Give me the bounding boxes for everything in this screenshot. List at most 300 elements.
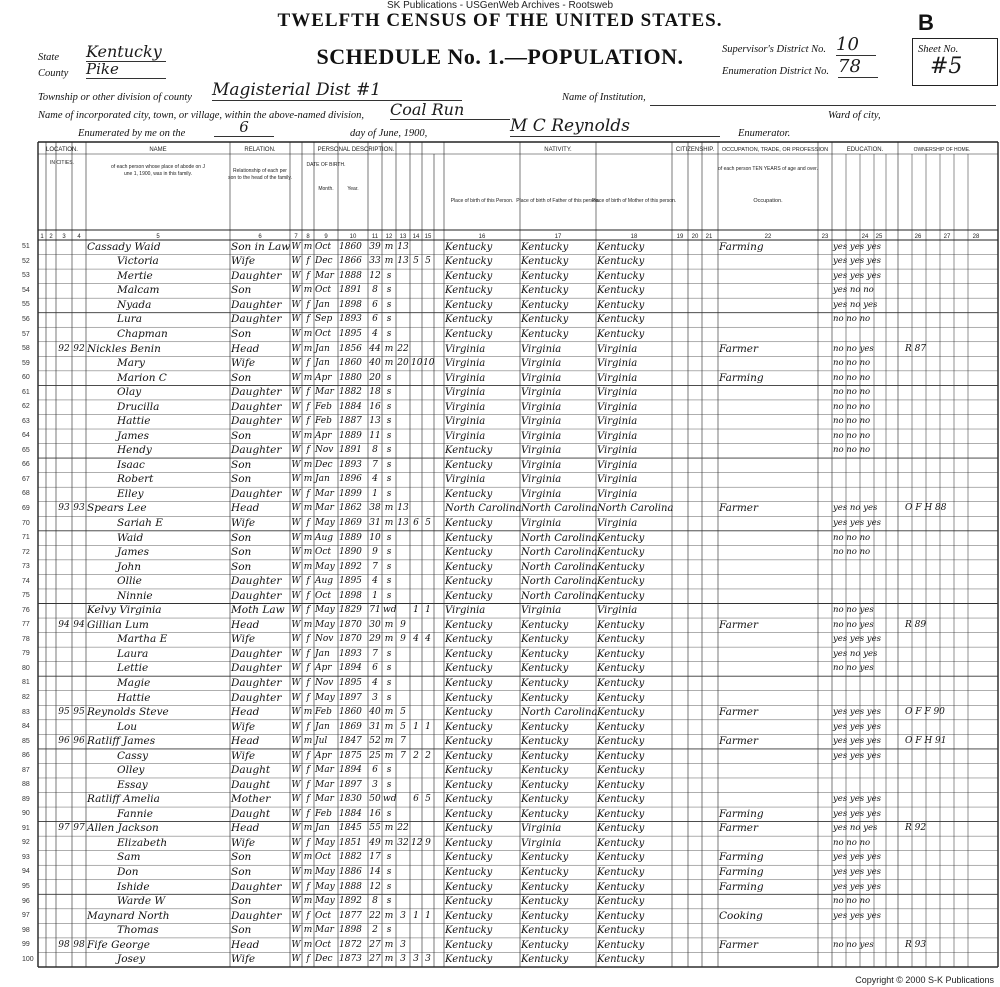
- row-number: 70: [22, 519, 30, 527]
- cell-education: no no no: [833, 532, 871, 543]
- cell-yrs-married: 22: [397, 343, 409, 354]
- cell-month: Jan: [315, 823, 330, 834]
- cell-year: 1872: [339, 939, 362, 950]
- cell-marital: m: [384, 750, 394, 761]
- cell-age: 7: [372, 648, 378, 659]
- cell-year: 1860: [339, 358, 362, 369]
- cell-color: W: [291, 343, 301, 354]
- cell-color: W: [291, 518, 301, 529]
- row-number: 91: [22, 824, 30, 832]
- cell-education: no no yes: [833, 663, 874, 674]
- cell-marital: m: [384, 954, 394, 965]
- cell-mother-birth: Kentucky: [597, 881, 645, 893]
- cell-year: 1895: [339, 576, 362, 587]
- cell-education: yes yes yes: [833, 256, 881, 267]
- cell-education: no no no: [833, 358, 871, 369]
- cell-children-living: 1: [425, 721, 431, 732]
- cell-education: no no yes: [833, 619, 874, 630]
- cell-name: Lettie: [117, 662, 149, 675]
- cell-year: 1895: [339, 329, 362, 339]
- cell-name: Cassady Waid: [87, 240, 161, 253]
- cell-year: 1897: [339, 692, 362, 703]
- cell-age: 4: [372, 329, 378, 339]
- row-number: 58: [22, 345, 30, 353]
- cell-marital: m: [384, 736, 394, 747]
- cell-birth: Kentucky: [445, 794, 493, 806]
- cell-relation: Son: [231, 458, 252, 471]
- cell-color: W: [291, 358, 301, 369]
- cell-mother-birth: Virginia: [597, 430, 638, 442]
- census-title: TWELFTH CENSUS OF THE UNITED STATES.: [277, 10, 723, 31]
- cell-birth: Virginia: [445, 358, 486, 370]
- table-row: [38, 516, 998, 531]
- cell-birth: Kentucky: [445, 314, 493, 326]
- cell-mother-birth: Kentucky: [597, 241, 645, 253]
- cell-name: Martha E: [117, 633, 168, 646]
- cell-relation: Head: [231, 735, 260, 748]
- cell-relation: Son: [231, 851, 252, 864]
- cell-father-birth: Virginia: [521, 358, 562, 370]
- state-value: Kentucky: [86, 42, 166, 62]
- cell-age: 71: [369, 605, 381, 616]
- cell-sex: f: [306, 605, 310, 616]
- cell-name: Lou: [117, 720, 138, 733]
- cell-mother-birth: Virginia: [597, 605, 638, 617]
- cell-name: Magie: [117, 676, 151, 689]
- cell-children-born: 6: [413, 794, 419, 805]
- cell-age: 13: [369, 416, 381, 427]
- cell-color: W: [291, 270, 301, 281]
- cell-marital: s: [386, 299, 392, 310]
- row-number: 93: [22, 853, 30, 861]
- cell-father-birth: North Carolina: [521, 503, 598, 515]
- cell-relation: Daughter: [231, 298, 282, 311]
- cell-month: Jan: [315, 721, 330, 732]
- table-row: [38, 865, 998, 880]
- cell-sex: m: [303, 474, 313, 485]
- cell-relation: Head: [231, 342, 260, 355]
- cell-name: Victoria: [117, 255, 159, 268]
- cell-birth: Kentucky: [445, 329, 493, 340]
- cell-year: 1899: [339, 488, 362, 499]
- cell-education: no no no: [833, 547, 871, 558]
- column-number-13: 13: [399, 234, 407, 240]
- cell-family: 98: [73, 939, 85, 950]
- group-citizenship: CITIZENSHIP.: [675, 147, 715, 153]
- sub-nat-15: Place of birth of Mother of this person.: [591, 198, 677, 204]
- cell-education: yes yes yes: [833, 852, 881, 863]
- cell-marital: s: [386, 925, 392, 936]
- cell-mother-birth: Kentucky: [597, 779, 645, 791]
- cell-education: no no no: [833, 401, 871, 412]
- cell-year: 1886: [339, 866, 362, 877]
- table-row: [38, 763, 998, 778]
- cell-color: W: [291, 387, 301, 398]
- cell-birth: Kentucky: [445, 256, 493, 268]
- row-number: 87: [22, 766, 30, 774]
- table-row: [38, 938, 998, 953]
- cell-month: Aug: [315, 532, 334, 543]
- table-row: [38, 851, 998, 866]
- cell-mother-birth: Kentucky: [597, 707, 645, 719]
- cell-father-birth: Kentucky: [521, 765, 569, 777]
- cell-color: W: [291, 329, 301, 339]
- cell-age: 6: [372, 663, 378, 674]
- cell-dwelling: 92: [58, 343, 70, 354]
- cell-relation: Head: [231, 822, 260, 835]
- cell-children-living: 2: [425, 750, 431, 761]
- cell-month: Oct: [315, 590, 332, 601]
- cell-age: 22: [369, 910, 381, 921]
- cell-relation: Daughter: [231, 909, 282, 922]
- cell-month: Sep: [315, 314, 333, 325]
- cell-mother-birth: Kentucky: [597, 547, 645, 559]
- cell-name: Essay: [117, 778, 148, 791]
- cell-birth: Virginia: [445, 416, 486, 428]
- cell-sex: m: [303, 532, 313, 543]
- table-row: [38, 298, 998, 313]
- cell-sex: m: [303, 561, 313, 572]
- cell-father-birth: Kentucky: [521, 852, 569, 864]
- cell-sex: f: [306, 634, 310, 645]
- cell-birth: Kentucky: [445, 692, 493, 704]
- enumerated-label: Enumerated by me on the: [78, 128, 186, 139]
- cell-year: 1887: [339, 416, 362, 427]
- county-value: Pike: [86, 60, 166, 79]
- sub-nat-14: Place of birth of Father of this person.: [516, 198, 600, 204]
- cell-birth: Kentucky: [445, 823, 493, 835]
- cell-children-born: 2: [413, 750, 419, 761]
- cell-education: yes no yes: [833, 503, 878, 514]
- cell-mother-birth: Kentucky: [597, 256, 645, 268]
- cell-father-birth: Kentucky: [521, 285, 569, 297]
- cell-marital: s: [386, 896, 392, 907]
- cell-education: yes yes yes: [833, 750, 881, 761]
- cell-marital: wd: [383, 794, 397, 805]
- cell-relation: Son: [231, 284, 252, 297]
- cell-mother-birth: Virginia: [597, 401, 638, 413]
- cell-relation: Head: [231, 938, 260, 951]
- column-number-22: 22: [764, 234, 772, 240]
- cell-yrs-married: 3: [400, 910, 406, 921]
- table-row: [38, 923, 998, 938]
- cell-age: 11: [369, 430, 381, 441]
- cell-name: James: [117, 429, 150, 442]
- cell-children-born: 1: [413, 721, 419, 732]
- cell-family: 96: [73, 736, 85, 747]
- cell-occupation: Farming: [719, 371, 764, 384]
- cell-color: W: [291, 619, 301, 630]
- cell-month: May: [315, 518, 335, 529]
- row-number: 66: [22, 461, 30, 469]
- cell-year: 1856: [339, 343, 362, 354]
- cell-color: W: [291, 256, 301, 267]
- cell-color: W: [291, 808, 301, 819]
- cell-sex: f: [306, 837, 310, 848]
- cell-father-birth: Virginia: [521, 488, 562, 500]
- sheet-label: Sheet No.: [918, 44, 959, 55]
- cell-color: W: [291, 925, 301, 936]
- cell-mother-birth: Kentucky: [597, 576, 645, 588]
- cell-children-living: 10: [423, 358, 435, 369]
- cell-father-birth: Virginia: [521, 837, 562, 849]
- cell-birth: Kentucky: [445, 881, 493, 893]
- cell-sex: m: [303, 939, 313, 950]
- cell-age: 27: [369, 954, 381, 965]
- cell-yrs-married: 13: [397, 503, 409, 514]
- cell-mother-birth: Kentucky: [597, 634, 645, 646]
- cell-marital: m: [384, 358, 394, 369]
- row-number: 92: [22, 839, 30, 847]
- cell-month: May: [315, 896, 335, 907]
- cell-sex: f: [306, 256, 310, 267]
- cell-sex: m: [303, 823, 313, 834]
- cell-color: W: [291, 532, 301, 543]
- cell-birth: Kentucky: [445, 648, 493, 660]
- table-row: [38, 604, 998, 619]
- sub-relation-1: Relationship of each per: [233, 168, 287, 174]
- cell-relation: Head: [231, 502, 260, 515]
- cell-relation: Moth Law: [231, 604, 285, 617]
- table-row: [38, 574, 998, 589]
- cell-mother-birth: Kentucky: [597, 270, 645, 282]
- cell-mother-birth: Kentucky: [597, 736, 645, 748]
- schedule-title: SCHEDULE No. 1.—POPULATION.: [316, 44, 684, 69]
- table-row: [38, 327, 998, 342]
- cell-father-birth: Kentucky: [521, 634, 569, 646]
- cell-father-birth: Kentucky: [521, 939, 569, 951]
- cell-age: 31: [369, 518, 381, 529]
- cell-occupation: Farmer: [719, 502, 759, 515]
- cell-yrs-married: 7: [400, 736, 406, 747]
- cell-sex: f: [306, 648, 310, 659]
- table-row: [38, 255, 998, 270]
- cell-sex: f: [306, 445, 310, 456]
- cell-marital: m: [384, 939, 394, 950]
- cell-relation: Daughter: [231, 662, 282, 675]
- cell-relation: Daught: [231, 807, 271, 820]
- cell-yrs-married: 3: [400, 939, 406, 950]
- row-number: 100: [22, 955, 34, 963]
- cell-age: 3: [372, 779, 378, 790]
- cell-mother-birth: Kentucky: [597, 677, 645, 689]
- cell-marital: s: [386, 881, 392, 892]
- enum-district-value: 78: [838, 56, 878, 78]
- cell-yrs-married: 5: [400, 707, 406, 718]
- cell-age: 1: [372, 488, 378, 499]
- cell-relation: Daught: [231, 764, 271, 777]
- supervisor-label: Supervisor's District No.: [722, 44, 827, 55]
- census-rows: [22, 142, 998, 967]
- cell-relation: Daughter: [231, 400, 282, 413]
- column-number-17: 17: [554, 234, 562, 240]
- cell-name: Isaac: [117, 458, 145, 471]
- cell-year: 1884: [339, 401, 362, 412]
- cell-mother-birth: Kentucky: [597, 619, 645, 631]
- cell-month: May: [315, 837, 335, 848]
- cell-color: W: [291, 561, 301, 572]
- cell-sex: f: [306, 270, 310, 281]
- cell-marital: m: [384, 721, 394, 732]
- cell-age: 30: [369, 619, 381, 630]
- cell-education: no no no: [833, 445, 871, 456]
- table-row: [38, 633, 998, 648]
- cell-month: Oct: [315, 910, 332, 921]
- cell-relation: Daughter: [231, 444, 282, 457]
- cell-color: W: [291, 474, 301, 485]
- table-row: [38, 662, 998, 677]
- cell-sex: f: [306, 808, 310, 819]
- cell-birth: Kentucky: [445, 518, 493, 530]
- cell-yrs-married: 22: [397, 823, 409, 834]
- cell-color: W: [291, 648, 301, 659]
- cell-home: R 89: [905, 619, 927, 630]
- cell-birth: Kentucky: [445, 765, 493, 777]
- group-home: OWNERSHIP OF HOME.: [913, 147, 971, 153]
- cell-name: Warde W: [117, 895, 166, 908]
- cell-relation: Wife: [231, 836, 256, 849]
- row-number: 81: [22, 679, 30, 687]
- cell-sex: m: [303, 459, 313, 470]
- cell-marital: m: [384, 619, 394, 630]
- cell-sex: f: [306, 721, 310, 732]
- cell-mother-birth: Kentucky: [597, 765, 645, 777]
- row-number: 88: [22, 781, 30, 789]
- column-number-14: 14: [412, 234, 420, 240]
- cell-color: W: [291, 939, 301, 950]
- cell-sex: m: [303, 852, 313, 863]
- cell-father-birth: Kentucky: [521, 896, 569, 908]
- row-number: 79: [22, 650, 30, 658]
- cell-occupation: Farmer: [719, 618, 759, 631]
- row-number: 76: [22, 606, 30, 614]
- cell-father-birth: Virginia: [521, 518, 562, 530]
- cell-color: W: [291, 430, 301, 441]
- group-location: LOCATION.: [46, 147, 78, 153]
- table-row: [38, 734, 998, 749]
- cell-marital: s: [386, 387, 392, 398]
- cell-home: R 92: [905, 823, 927, 834]
- column-number-10: 10: [349, 234, 357, 240]
- cell-birth: Kentucky: [445, 750, 493, 762]
- cell-sex: m: [303, 707, 313, 718]
- cell-mother-birth: Kentucky: [597, 794, 645, 806]
- row-number: 99: [22, 941, 30, 949]
- cell-color: W: [291, 372, 301, 383]
- cell-sex: m: [303, 241, 313, 252]
- cell-name: Mertie: [117, 269, 153, 282]
- cell-year: 1889: [339, 532, 362, 543]
- cell-age: 29: [369, 634, 381, 645]
- cell-color: W: [291, 794, 301, 805]
- cell-birth: Kentucky: [445, 590, 493, 602]
- cell-dwelling: 96: [58, 736, 70, 747]
- cell-sex: f: [306, 576, 310, 587]
- cell-mother-birth: Virginia: [597, 372, 638, 384]
- cell-father-birth: North Carolina: [521, 707, 598, 719]
- cell-father-birth: Kentucky: [521, 954, 569, 966]
- cell-birth: Kentucky: [445, 954, 493, 966]
- row-number: 59: [22, 359, 30, 367]
- cell-name: Olay: [117, 386, 142, 399]
- cell-birth: North Carolina: [445, 503, 522, 515]
- cell-month: Dec: [315, 954, 333, 965]
- row-number: 72: [22, 548, 30, 556]
- cell-mother-birth: Virginia: [597, 358, 638, 370]
- cell-sex: f: [306, 401, 310, 412]
- table-row: [38, 909, 998, 924]
- day-label: day of June, 1900,: [350, 128, 428, 139]
- cell-color: W: [291, 779, 301, 790]
- cell-year: 1893: [339, 314, 362, 325]
- cell-sex: m: [303, 619, 313, 630]
- row-number: 73: [22, 563, 30, 571]
- row-number: 98: [22, 926, 30, 934]
- column-number-27: 27: [943, 234, 951, 240]
- cell-year: 1845: [339, 823, 362, 834]
- cell-age: 4: [372, 474, 378, 485]
- cell-birth: Kentucky: [445, 852, 493, 864]
- sub-year: Year.: [347, 186, 359, 192]
- enumerator-label: Enumerator.: [738, 128, 791, 139]
- cell-sex: m: [303, 503, 313, 514]
- cell-relation: Daughter: [231, 313, 282, 326]
- city-value: Coal Run: [390, 100, 510, 120]
- cell-marital: s: [386, 372, 392, 383]
- cell-education: yes yes yes: [833, 721, 881, 732]
- cell-children-living: 5: [425, 256, 431, 267]
- cell-marital: s: [386, 401, 392, 412]
- cell-year: 1869: [339, 721, 362, 732]
- table-row: [38, 618, 998, 633]
- cell-name: Hattie: [117, 691, 151, 704]
- cell-color: W: [291, 663, 301, 674]
- cell-mother-birth: Kentucky: [597, 285, 645, 297]
- cell-color: W: [291, 765, 301, 776]
- cell-father-birth: Kentucky: [521, 619, 569, 631]
- cell-age: 50: [369, 794, 381, 805]
- cell-name: Reynolds Steve: [87, 706, 169, 719]
- cell-month: Aug: [315, 576, 334, 587]
- table-row: [38, 400, 998, 415]
- cell-name: Thomas: [117, 924, 159, 937]
- cell-marital: s: [386, 285, 392, 296]
- cell-father-birth: Kentucky: [521, 925, 569, 937]
- column-number-15: 15: [424, 234, 432, 240]
- cell-marital: s: [386, 765, 392, 776]
- cell-home: R 93: [905, 939, 927, 950]
- cell-month: May: [315, 619, 335, 630]
- cell-name: Ollie: [117, 575, 142, 588]
- cell-color: W: [291, 750, 301, 761]
- table-row: [38, 284, 998, 299]
- cell-birth: Kentucky: [445, 736, 493, 748]
- cell-sex: m: [303, 925, 313, 936]
- cell-father-birth: Virginia: [521, 416, 562, 428]
- cell-name: Drucilla: [117, 400, 160, 413]
- cell-name: Malcam: [117, 284, 160, 297]
- cell-sex: f: [306, 663, 310, 674]
- cell-year: 1869: [339, 518, 362, 529]
- cell-month: Jan: [315, 299, 330, 310]
- cell-education: no no no: [833, 387, 871, 398]
- row-number: 74: [22, 577, 30, 585]
- cell-marital: m: [384, 518, 394, 529]
- cell-father-birth: Virginia: [521, 401, 562, 413]
- cell-education: yes yes yes: [833, 736, 881, 747]
- sub-name-desc-1: of each person whose place of abode on J: [111, 164, 205, 170]
- cell-month: May: [315, 605, 335, 616]
